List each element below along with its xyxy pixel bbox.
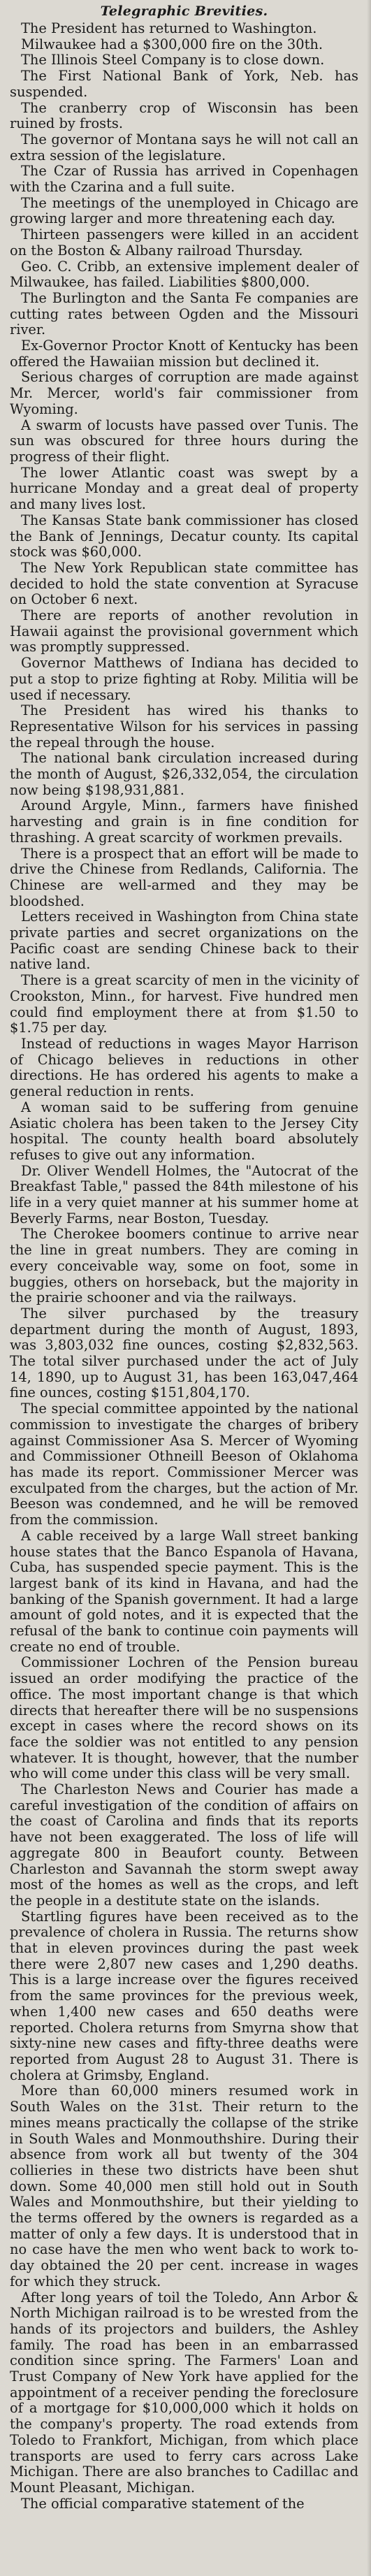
news-item: Around Argyle, Minn., farmers have finished harvesting and grain is in fine condition for thrashing. A great scarcity of workmen prevails. — [10, 797, 358, 846]
news-item: After long years of toil the Toledo, Ann Arbor & North Michigan railroad is to be wrested from the hands of its projectors and builders, the Ashley family. The road has been in an embarrassed condition since spring. The Farmers' Loan and Trust Company of New York have applied for the appointment of a receiver pending the foreclosure of a mortgage for $10,000,000 which it holds on the company's property. The road extends from Toledo to Frankfort, Michigan, from which place transports are used to ferry cars across Lake Michigan. There are also branches to Cadillac and Mount Pleasant, Michigan. — [10, 2289, 358, 2496]
news-item: The Charleston News and Courier has made a careful investigation of the condition of affairs on the coast of Carolina and finds that its reports have not been exaggerated. The loss of life will aggregate 800 in Beaufort county. Between Charleston and Savannah the storm swept away most of the homes as well as the crops, and left the people in a destitute state on the islands. — [10, 1781, 358, 1909]
news-item: Governor Matthews of Indiana has decided to put a stop to prize fighting at Roby. Militia will be used if necessary. — [10, 655, 358, 703]
news-item: Serious charges of corruption are made against Mr. Mercer, world's fair commissioner from Wyoming. — [10, 369, 358, 417]
news-item: Startling figures have been received as to the prevalence of cholera in Russia. The returns show that in eleven provinces during the past week there were 2,807 new cases and 1,290 deaths. This is a large increase over the figures received from the same provinces for the previous week, when 1,400 new cases and 650 deaths were reported. Cholera returns from Smyrna show that sixty-nine new cases and fifty-three deaths were reported from August 28 to August 31. There is cholera at Grimsby, England. — [10, 1908, 358, 2083]
page-edge-shadow — [367, 0, 371, 2576]
news-item: Letters received in Washington from China state private parties and secret organizations on the Pacific coast are sending Chinese back to their native land. — [10, 909, 358, 973]
column-headline: Telegraphic Brevities. — [100, 3, 268, 19]
news-item: The President has wired his thanks to Representative Wilson for his services in passing the repeal through the house. — [10, 702, 358, 751]
news-item: The Kansas State bank commissioner has closed the Bank of Jennings, Decatur county. Its capital stock was $60,000. — [10, 512, 358, 560]
news-item: Commissioner Lochren of the Pension bureau issued an order modifying the practice of the office. The most important change is that which directs that hereafter there will be no suspensions except in cases where the record shows on its face the soldier was not entitled to any pension whatever. It is thought, however, that the number who will come under this class will be very small. — [10, 1654, 358, 1782]
news-item: The cranberry crop of Wisconsin has been ruined by frosts. — [10, 99, 358, 132]
news-item: The Czar of Russia has arrived in Copenhagen with the Czarina and a full suite. — [10, 163, 358, 196]
news-item: The Cherokee boomers continue to arrive near the line in great numbers. They are coming in every conceivable way, some on foot, some in buggies, others on horseback, but the majority in the prairie schooner and via the railways. — [10, 1226, 358, 1306]
news-item: The President has returned to Washington. — [21, 20, 317, 36]
news-item: The national bank circulation increased during the month of August, $26,332,054, the circulation now being $198,931,881. — [10, 750, 358, 798]
news-item: There are reports of another revolution in Hawaii against the provisional government which was promptly suppressed. — [10, 607, 358, 656]
news-item: The Burlington and the Santa Fe companies are cutting rates between Ogden and the Missouri river. — [10, 289, 358, 338]
news-item: The Illinois Steel Company is to close down. — [21, 52, 325, 68]
news-item: The governor of Montana says he will not call an extra session of the legislature. — [10, 131, 358, 164]
news-item: More than 60,000 miners resumed work in South Wales on the 31st. Their return to the mines means practically the collapse of the strike in South Wales and Monmouthshire. During their absence from work all but twenty of the 304 collieries in these two districts have been shut down. Some 40,000 men still hold out in South Wales and Monmouthshire, but their yielding to the terms offered by the owners is regarded as a matter of only a few days. It is understood that in no case have the men who went back to work to-day obtained the 20 per cent. increase in wages for which they struck. — [10, 2083, 358, 2289]
news-item: The New York Republican state committee has decided to hold the state convention at Syracuse on October 6 next. — [10, 559, 358, 608]
news-item: There is a prospect that an effort will be made to drive the Chinese from Redlands, California. The Chinese are well-armed and they may be bloodshed. — [10, 845, 358, 909]
news-items — [10, 21, 358, 2512]
news-item: The silver purchased by the treasury department during the month of August, 1893, was 3,803,032 fine ounces, costing $2,832,563. The total silver purchased under the act of July 14, 1890, up to August 31, has been 163,047,464 fine ounces, costing $151,804,170. — [10, 1305, 358, 1401]
news-item: The special committee appointed by the national commission to investigate the charges of bribery against Commissioner Asa S. Mercer of Wyoming and Commissioner Othneill Beeson of Oklahoma has made its report. Commissioner Mercer was exculpated from the charges, but the action of Mr. Beeson was condemned, and he will be removed from the commission. — [10, 1401, 358, 1528]
news-item: Ex-Governor Proctor Knott of Kentucky has been offered the Hawaiian mission but declined it. — [10, 338, 358, 370]
news-item: The official comparative statement of the — [21, 2495, 305, 2512]
news-item: The meetings of the unemployed in Chicago are growing larger and more threatening each day. — [10, 194, 358, 227]
news-item: The First National Bank of York, Neb. has suspended. — [10, 68, 358, 100]
news-item: There is a great scarcity of men in the vicinity of Crookston, Minn., for harvest. Five hundred men could find employment there at from $1.50 to $1.75 per day. — [10, 972, 358, 1036]
news-item: Dr. Oliver Wendell Holmes, the "Autocrat of the Breakfast Table," passed the 84th milestone of his life in a very quiet manner at his summer home at Beverly Farms, near Boston, Tuesday. — [10, 1162, 358, 1227]
news-item: A swarm of locusts have passed over Tunis. The sun was obscured for three hours during the progress of their flight. — [10, 417, 358, 465]
news-item: The lower Atlantic coast was swept by a hurricane Monday and a great deal of property and many lives lost. — [10, 464, 358, 513]
news-item: Milwaukee had a $300,000 fire on the 30th. — [21, 36, 323, 52]
news-item: Geo. C. Cribb, an extensive implement dealer of Milwaukee, has failed. Liabilities $800,000. — [10, 258, 358, 291]
news-item: Thirteen passengers were killed in an accident on the Boston & Albany railroad Thursday. — [10, 226, 358, 259]
news-item: Instead of reductions in wages Mayor Harrison of Chicago believes in reductions in other directions. He has ordered his agents to make a general reduction in rents. — [10, 1036, 358, 1100]
news-item: A woman said to be suffering from genuine Asiatic cholera has been taken to the Jersey City hospital. The county health board absolutely refuses to give out any information. — [10, 1099, 358, 1163]
news-item: A cable received by a large Wall street banking house states that the Banco Espanola of Havana, Cuba, has suspended specie payment. This is the largest bank of its kind in Havana, and had the banking of the Spanish government. It had a large amount of gold notes, and it is expected that the refusal of the bank to continue coin payments will create no end of trouble. — [10, 1527, 358, 1655]
